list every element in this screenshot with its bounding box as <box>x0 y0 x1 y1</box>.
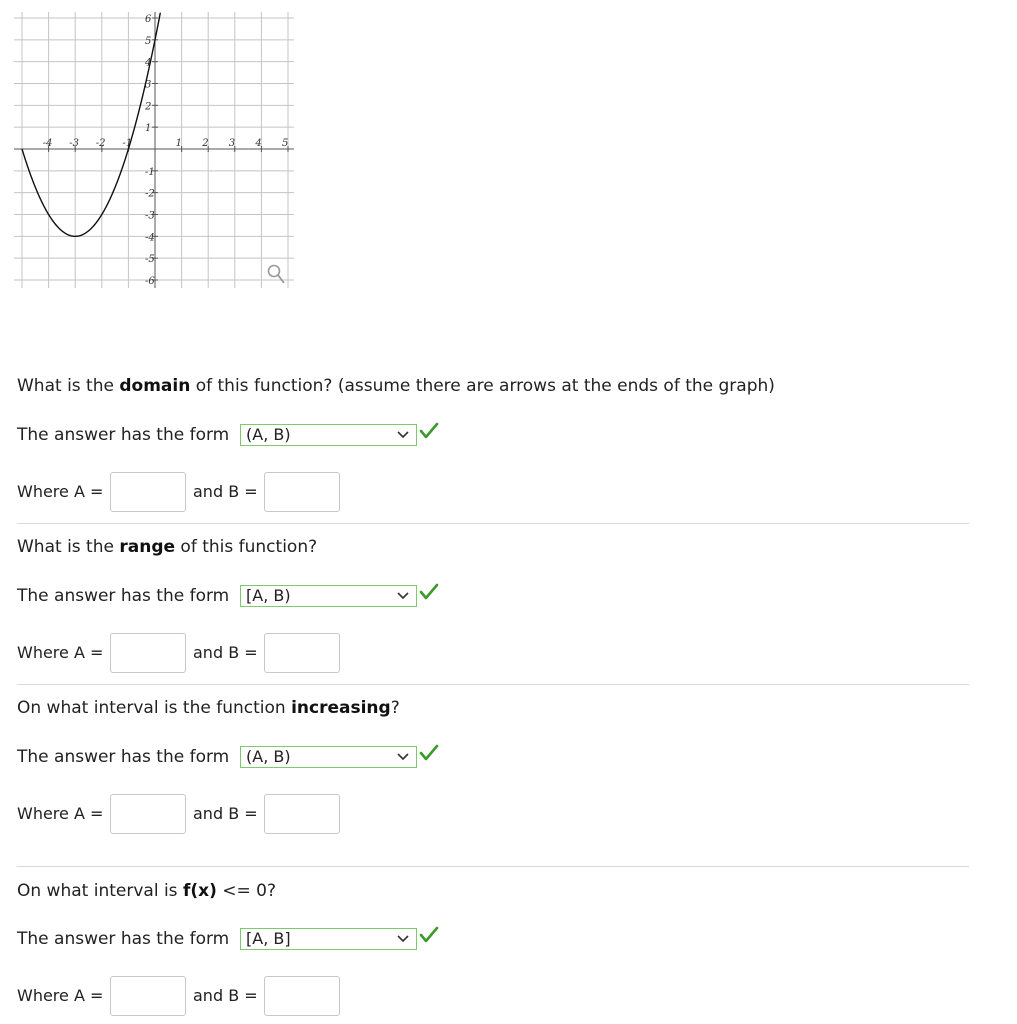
section-divider <box>17 523 969 524</box>
answer-form-selected: (A, B) <box>246 425 291 444</box>
and-b-label: and B = <box>193 643 258 662</box>
answer-form-selected: [A, B] <box>246 929 291 948</box>
x-tick-label: 3 <box>228 138 236 149</box>
answer-b-input[interactable] <box>264 976 340 1016</box>
question-suffix: <= 0? <box>216 881 276 901</box>
answer-form-select[interactable] <box>240 928 417 950</box>
answer-b-input[interactable] <box>264 794 340 834</box>
question-nonpositive <box>17 879 969 1018</box>
y-tick-label: -6 <box>145 276 155 287</box>
question-keyword: increasing <box>291 698 391 718</box>
question-keyword: f(x) <box>182 881 217 901</box>
checkmark-icon <box>419 743 439 763</box>
chevron-down-icon <box>396 588 410 602</box>
answer-a-input[interactable] <box>110 976 186 1016</box>
and-b-label: and B = <box>193 804 258 823</box>
answer-form-select[interactable] <box>240 746 417 768</box>
answer-form-selected: (A, B) <box>246 747 291 766</box>
answer-form-row <box>17 423 969 449</box>
answer-form-select[interactable] <box>240 424 417 446</box>
x-tick-label: -2 <box>95 138 106 149</box>
section-divider <box>17 866 969 867</box>
y-tick-label: -1 <box>145 166 155 178</box>
where-a-label: Where A = <box>17 986 104 1005</box>
question-prefix: On what interval is <box>17 881 183 901</box>
question-prefix: What is the <box>17 537 120 557</box>
y-tick-label: -3 <box>145 210 155 222</box>
where-a-label: Where A = <box>17 804 104 823</box>
x-tick-label: 4 <box>255 138 262 149</box>
y-tick-label: 4 <box>145 57 152 69</box>
answer-inputs-row <box>17 472 969 514</box>
answer-form-row <box>17 745 969 771</box>
function-graph <box>14 12 294 288</box>
answer-form-label: The answer has the form <box>17 929 230 949</box>
question-keyword: range <box>119 537 176 557</box>
answer-a-input[interactable] <box>110 633 186 673</box>
answer-form-row <box>17 927 969 953</box>
question-text <box>17 696 969 720</box>
question-prefix: On what interval is the function <box>17 698 292 718</box>
y-tick-label: 5 <box>145 35 152 47</box>
question-prefix: What is the <box>17 376 120 396</box>
where-a-label: Where A = <box>17 482 104 501</box>
chevron-down-icon <box>396 749 410 763</box>
question-increasing <box>17 696 969 836</box>
y-tick-label: -5 <box>145 254 155 266</box>
graph-canvas <box>14 12 294 288</box>
question-range <box>17 535 969 675</box>
chevron-down-icon <box>396 427 410 441</box>
and-b-label: and B = <box>193 986 258 1005</box>
y-tick-label: 6 <box>145 14 152 25</box>
parabola-curve <box>22 13 160 237</box>
and-b-label: and B = <box>193 482 258 501</box>
y-tick-label: 2 <box>145 101 152 113</box>
question-text <box>17 879 969 903</box>
x-tick-label: -3 <box>69 138 79 149</box>
answer-inputs-row <box>17 633 969 675</box>
y-tick-label: -2 <box>145 188 155 200</box>
answer-form-label: The answer has the form <box>17 425 230 445</box>
answer-form-select[interactable] <box>240 585 417 607</box>
answer-form-row <box>17 584 969 610</box>
answer-inputs-row <box>17 794 969 836</box>
answer-b-input[interactable] <box>264 472 340 512</box>
question-keyword: domain <box>119 376 191 396</box>
answer-form-label: The answer has the form <box>17 586 230 606</box>
x-tick-label: 1 <box>175 138 182 149</box>
question-text <box>17 535 969 559</box>
answer-form-label: The answer has the form <box>17 747 230 767</box>
checkmark-icon <box>419 925 439 945</box>
y-tick-label: 3 <box>145 79 152 91</box>
y-tick-label: -4 <box>145 232 155 244</box>
answer-b-input[interactable] <box>264 633 340 673</box>
answer-a-input[interactable] <box>110 794 186 834</box>
x-tick-label: -1 <box>122 138 133 149</box>
checkmark-icon <box>419 582 439 602</box>
question-suffix: ? <box>390 698 400 718</box>
y-tick-label: 1 <box>145 123 152 135</box>
checkmark-icon <box>419 421 439 441</box>
question-domain <box>17 374 969 514</box>
x-tick-label: -4 <box>42 138 53 149</box>
answer-form-selected: [A, B) <box>246 586 291 605</box>
question-suffix: of this function? (assume there are arrows at the ends of the graph) <box>190 376 775 396</box>
question-suffix: of this function? <box>175 537 318 557</box>
x-tick-label: 2 <box>202 138 209 149</box>
section-divider <box>17 684 969 685</box>
where-a-label: Where A = <box>17 643 104 662</box>
chevron-down-icon <box>396 931 410 945</box>
question-text <box>17 374 969 398</box>
x-tick-label: 5 <box>282 138 289 149</box>
answer-a-input[interactable] <box>110 472 186 512</box>
answer-inputs-row <box>17 976 969 1018</box>
